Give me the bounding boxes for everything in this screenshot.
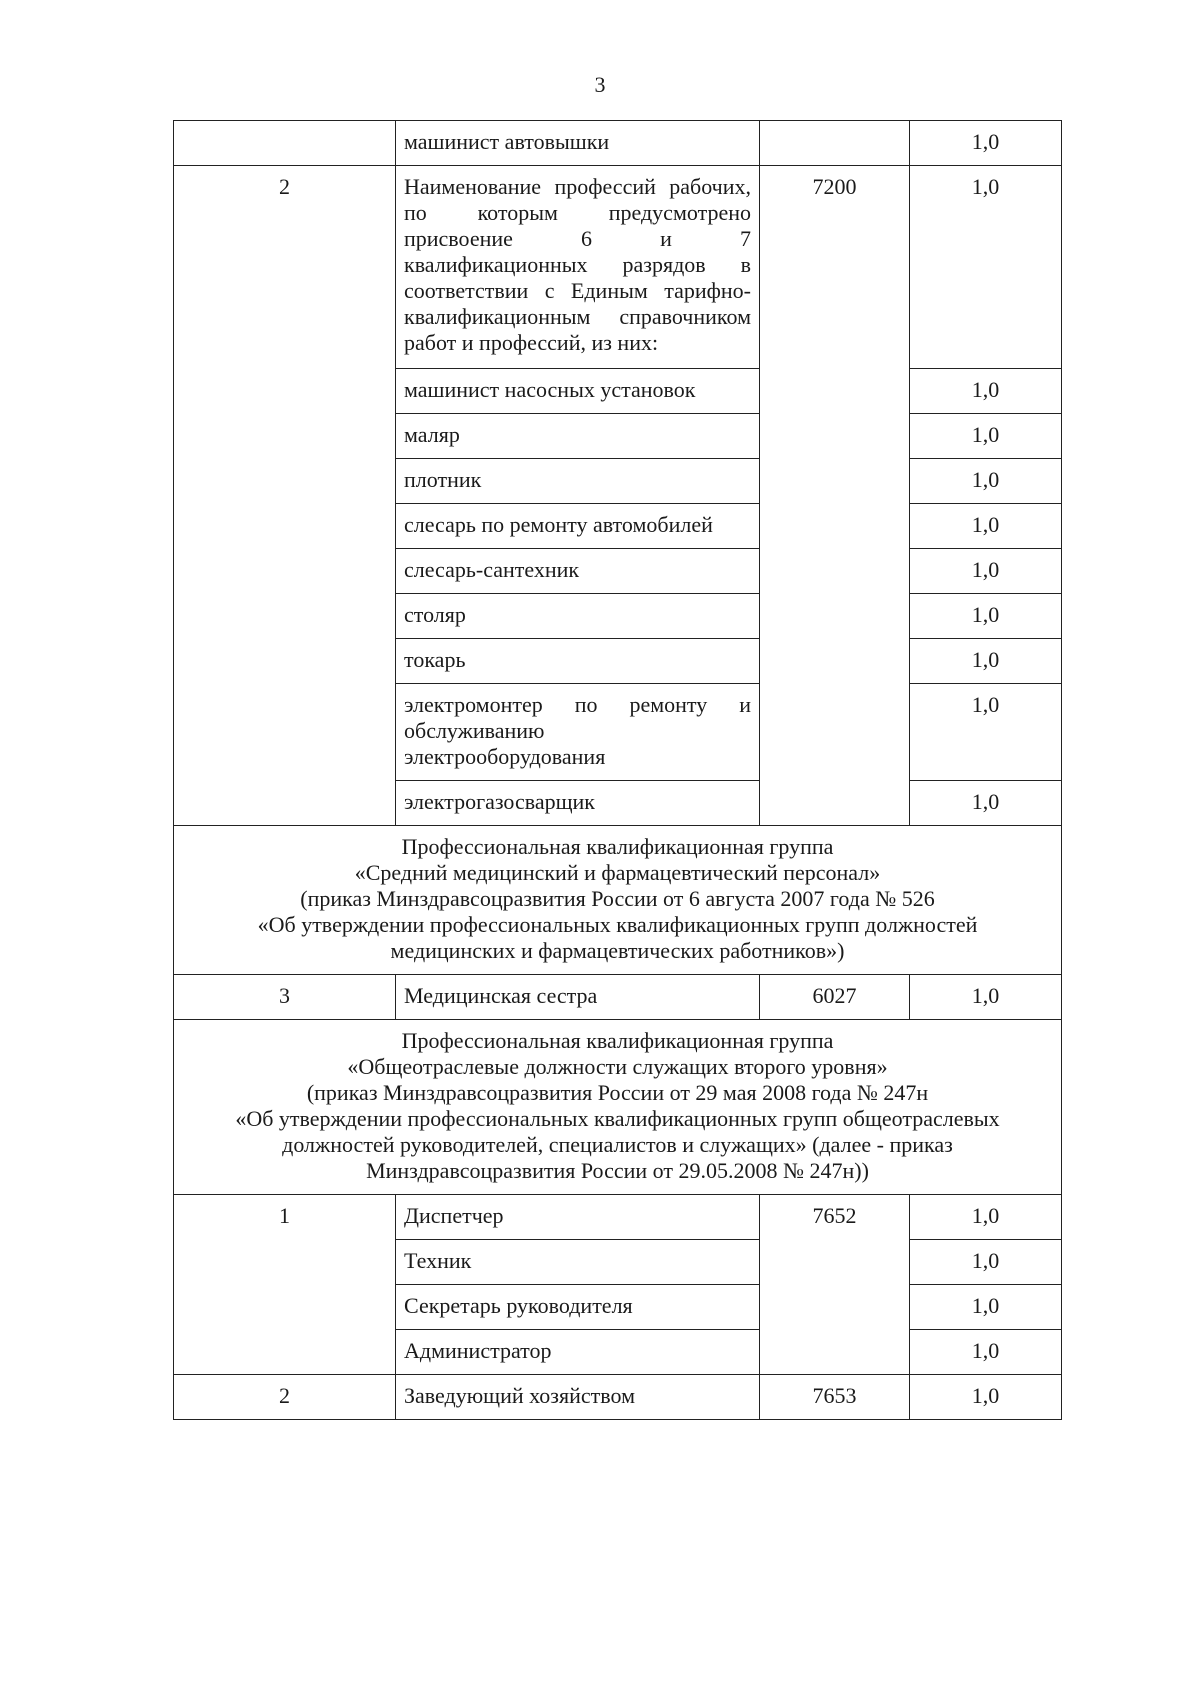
group-heading-line: «Общеотраслевые должности служащих второго уровня» — [347, 1054, 888, 1079]
level-number: 2 — [174, 1375, 396, 1420]
coefficient: 1,0 — [910, 369, 1062, 414]
profession-name: маляр — [396, 414, 760, 459]
profession-name: слесарь по ремонту автомобилей — [396, 504, 760, 549]
page-number: 3 — [594, 72, 606, 97]
group-heading-line: Профессиональная квалификационная группа — [401, 1028, 834, 1053]
group-heading-line: Минздравсоцразвития России от 29.05.2008 № 247н)) — [366, 1158, 869, 1183]
table-row — [174, 1020, 1062, 1195]
coefficient: 1,0 — [910, 975, 1062, 1020]
group-heading-line: должностей руководителей, специалистов и служащих» (далее - приказ — [282, 1132, 953, 1157]
group-heading-line: «Средний медицинский и фармацевтический персонал» — [354, 860, 881, 885]
coefficient: 1,0 — [910, 1375, 1062, 1420]
profession-group-description: Наименование профессий рабочих, по которым предусмотрено присвоение 6 и 7 квалификационных разрядов в соответствии с Единым тарифно-квалификационным справочником работ и профессий, из них: — [396, 166, 760, 369]
level-number: 2 — [174, 166, 396, 826]
position-name: Техник — [396, 1240, 760, 1285]
profession-name: столяр — [396, 594, 760, 639]
coefficient: 1,0 — [910, 1195, 1062, 1240]
coefficient: 1,0 — [910, 1330, 1062, 1375]
coefficient: 1,0 — [910, 781, 1062, 826]
profession-name: плотник — [396, 459, 760, 504]
position-name: Заведующий хозяйством — [396, 1375, 760, 1420]
profession-name: электрогазосварщик — [396, 781, 760, 826]
profession-name: машинист автовышки — [396, 121, 760, 166]
coefficient: 1,0 — [910, 549, 1062, 594]
group-heading-line: (приказ Минздравсоцразвития России от 29 мая 2008 года № 247н — [306, 1080, 929, 1105]
level-number: 1 — [174, 1195, 396, 1375]
coefficient: 1,0 — [910, 639, 1062, 684]
code-cell — [760, 121, 910, 166]
coefficient: 1,0 — [910, 459, 1062, 504]
table-row — [174, 826, 1062, 975]
qualification-table — [173, 120, 1062, 1420]
qualification-group-heading — [174, 826, 1062, 975]
coefficient: 1,0 — [910, 684, 1062, 781]
profession-name: электромонтер по ремонту и обслуживанию электрооборудования — [396, 684, 760, 781]
position-name: Диспетчер — [396, 1195, 760, 1240]
coefficient: 1,0 — [910, 594, 1062, 639]
coefficient: 1,0 — [910, 414, 1062, 459]
table-row — [174, 166, 1062, 369]
level-number: 3 — [174, 975, 396, 1020]
profession-name: Медицинская сестра — [396, 975, 760, 1020]
group-heading-line: медицинских и фармацевтических работников») — [390, 938, 845, 963]
table-row — [174, 975, 1062, 1020]
level-number-cell — [174, 121, 396, 166]
group-heading-line: Профессиональная квалификационная группа — [401, 834, 834, 859]
table-row — [174, 121, 1062, 166]
group-heading-line: «Об утверждении профессиональных квалификационных групп общеотраслевых — [235, 1106, 1000, 1131]
coefficient: 1,0 — [910, 504, 1062, 549]
group-heading-line: «Об утверждении профессиональных квалификационных групп должностей — [257, 912, 978, 937]
position-name: Администратор — [396, 1330, 760, 1375]
pkg-code: 7200 — [760, 166, 910, 826]
coefficient: 1,0 — [910, 121, 1062, 166]
table-row — [174, 1375, 1062, 1420]
qualification-group-heading — [174, 1020, 1062, 1195]
pkg-code: 7653 — [760, 1375, 910, 1420]
coefficient: 1,0 — [910, 1240, 1062, 1285]
profession-name: слесарь-сантехник — [396, 549, 760, 594]
group-heading-line: (приказ Минздравсоцразвития России от 6 августа 2007 года № 526 — [300, 886, 935, 911]
profession-name: машинист насосных установок — [396, 369, 760, 414]
coefficient: 1,0 — [910, 166, 1062, 369]
table-row — [174, 1195, 1062, 1240]
coefficient: 1,0 — [910, 1285, 1062, 1330]
pkg-code: 6027 — [760, 975, 910, 1020]
position-name: Секретарь руководителя — [396, 1285, 760, 1330]
pkg-code: 7652 — [760, 1195, 910, 1375]
profession-name: токарь — [396, 639, 760, 684]
